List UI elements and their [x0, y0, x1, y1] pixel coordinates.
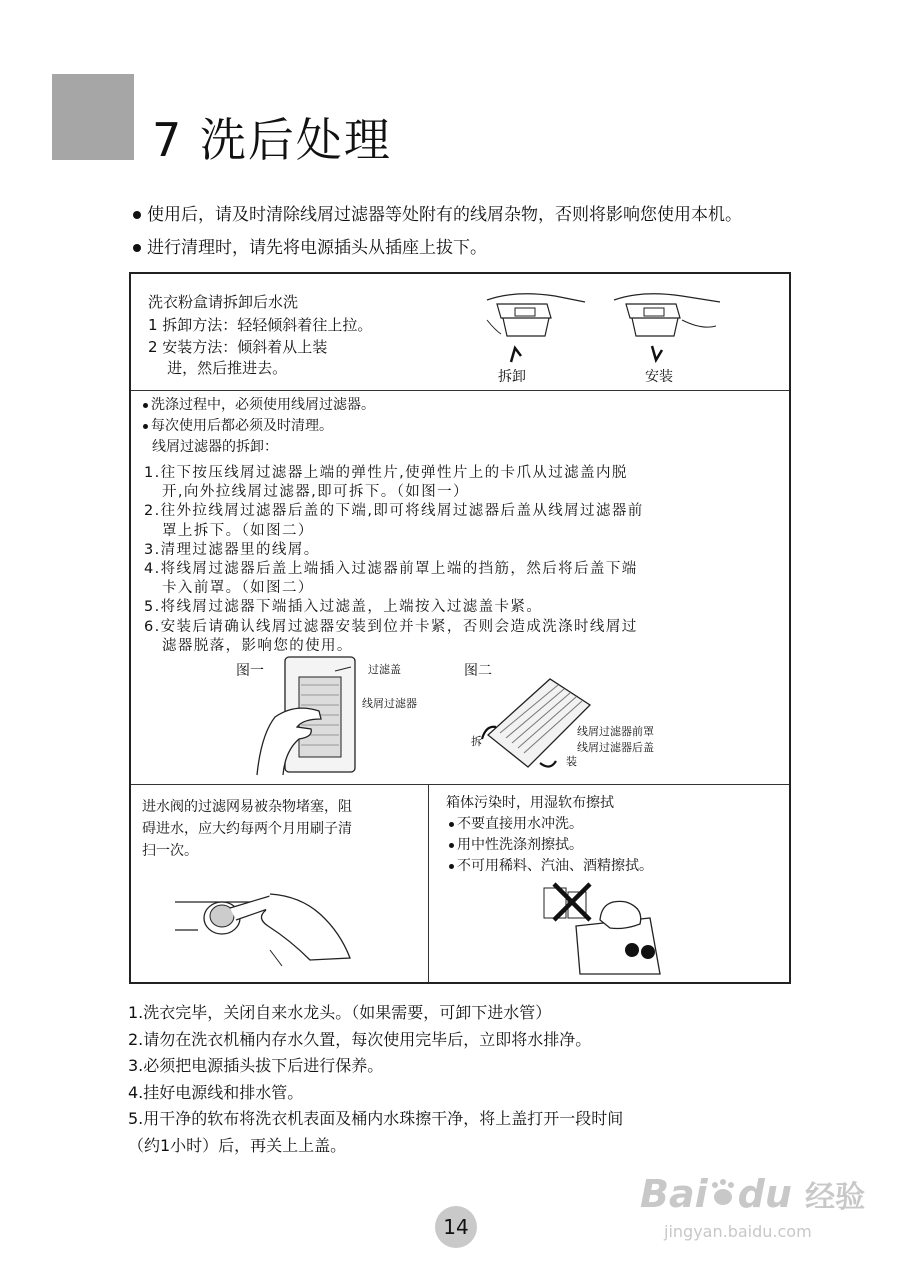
inlet-valve-text: 进水阀的过滤网易被杂物堵塞，阻 碍进水，应大约每两个月用刷子清 扫一次。 — [142, 799, 352, 859]
cabinet-item-2: 用中性洗涤剂擦拭。 — [449, 836, 583, 855]
care-step: 4.挂好电源线和排水管。 — [128, 1082, 304, 1102]
lint-steps — [144, 464, 644, 656]
step-line: 开,向外拉线屑过滤器,即可拆下。（如图一） — [144, 484, 469, 501]
divider — [131, 784, 789, 785]
step-line: 4.将线屑过滤器后盖上端插入过滤器前罩上端的挡筋，然后将后盖下端 — [144, 561, 638, 578]
intro-line-2: 进行清理时，请先将电源插头从插座上拔下。 — [133, 233, 487, 258]
figure-2-label: 图二 — [464, 663, 492, 679]
install-label: 安装 — [645, 369, 673, 385]
remove-label: 拆卸 — [498, 369, 526, 385]
detergent-remove: 1 拆卸方法：轻轻倾斜着往上拉。 — [148, 316, 373, 334]
bullet-icon — [133, 244, 141, 252]
lint-note-2: 每次使用后都必须及时清理。 — [143, 417, 333, 436]
paw-icon — [708, 1172, 738, 1200]
bullet-icon — [449, 822, 454, 827]
step-line: 2.往外拉线屑过滤器后盖的下端,即可将线屑过滤器后盖从线屑过滤器前 — [144, 503, 644, 520]
bullet-icon — [449, 864, 454, 869]
cabinet-item-3: 不可用稀料、汽油、酒精擦拭。 — [449, 857, 653, 876]
cabinet-cleaning-illustration — [540, 878, 670, 978]
care-step: 1.洗衣完毕，关闭自来水龙头。（如果需要，可卸下进水管） — [128, 1003, 552, 1022]
bullet-icon — [449, 843, 454, 848]
detergent-heading: 洗衣粉盒请拆卸后水洗 — [148, 293, 299, 311]
lint-note-1: 洗涤过程中，必须使用线屑过滤器。 — [143, 396, 375, 415]
step-line: 5.将线屑过滤器下端插入过滤盖，上端按入过滤盖卡紧。 — [144, 599, 543, 616]
watermark-url: jingyan.baidu.com — [664, 1222, 812, 1241]
inlet-valve-illustration — [170, 880, 360, 970]
step-line: 罩上拆下。（如图二） — [144, 522, 314, 539]
figure-2-remove-label: 拆 — [471, 735, 482, 748]
watermark-logo: Bai du 经验 — [640, 1172, 866, 1216]
detergent-remove-illustration — [485, 290, 585, 365]
figure-2-install-label: 装 — [566, 755, 577, 768]
step-line: 1.往下按压线屑过滤器上端的弹性片,使弹性片上的卡爪从过滤盖内脱 — [144, 465, 628, 481]
figure-1-label: 图一 — [236, 663, 264, 679]
detergent-install-1: 2 安装方法：倾斜着从上装 — [148, 338, 328, 356]
figure-2-front-label: 线屑过滤器前罩 — [577, 725, 654, 738]
step-line: 3.清理过滤器里的线屑。 — [144, 541, 320, 558]
page-title: 7 洗后处理 — [152, 113, 392, 167]
care-step: 2.请勿在洗衣机桶内存水久置，每次使用完毕后，立即将水排净。 — [128, 1029, 592, 1049]
care-step: 5.用干净的软布将洗衣机表面及桶内水珠擦干净，将上盖打开一段时间 — [128, 1109, 624, 1129]
divider — [131, 390, 789, 391]
step-line: 卡入前罩。（如图二） — [144, 580, 314, 597]
care-steps — [128, 1000, 623, 1160]
detergent-install-illustration — [612, 290, 722, 365]
bullet-icon — [143, 403, 148, 408]
section-marker — [52, 74, 134, 160]
step-line: 6.安装后请确认线屑过滤器安装到位并卡紧，否则会造成洗涤时线屑过 — [144, 618, 638, 635]
care-step: 3.必须把电源插头拔下后进行保养。 — [128, 1056, 384, 1076]
intro-line-1: 使用后，请及时清除线屑过滤器等处附有的线屑杂物，否则将影响您使用本机。 — [133, 200, 742, 225]
step-line: 滤器脱落，影响您的使用。 — [144, 637, 353, 654]
detergent-install-2: 进，然后推进去。 — [148, 359, 288, 377]
bullet-icon — [143, 424, 148, 429]
figure-2-back-label: 线屑过滤器后盖 — [577, 741, 654, 754]
lint-subheading: 线屑过滤器的拆卸： — [152, 439, 278, 455]
page-number: 14 — [435, 1206, 477, 1248]
bullet-icon — [133, 211, 141, 219]
figure-1-illustration — [255, 655, 365, 780]
cabinet-heading: 箱体污染时，用湿软布擦拭 — [446, 795, 614, 811]
divider — [428, 785, 429, 982]
figure-1-cover-label: 过滤盖 — [368, 663, 401, 676]
care-step: （约1小时）后，再关上上盖。 — [128, 1135, 347, 1155]
cabinet-item-1: 不要直接用水冲洗。 — [449, 815, 583, 834]
figure-1-filter-label: 线屑过滤器 — [362, 697, 417, 710]
